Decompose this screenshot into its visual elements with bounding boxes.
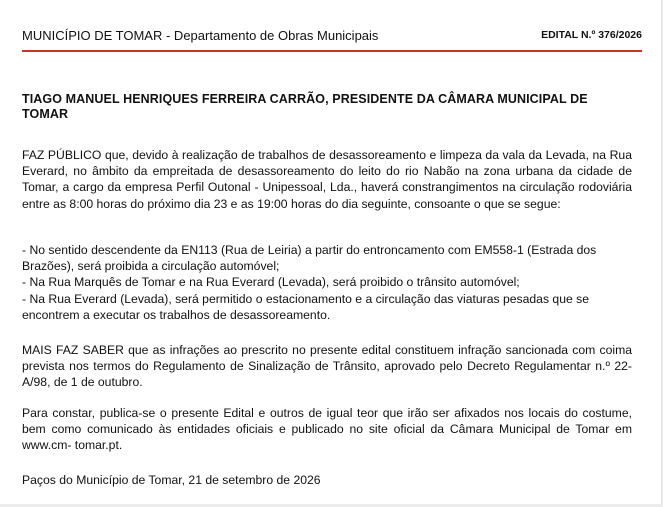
document-title: TIAGO MANUEL HENRIQUES FERREIRA CARRÃO, PRESIDENTE DA CÂMARA MUNICIPAL DE TOMAR bbox=[22, 92, 588, 121]
header-left bbox=[22, 28, 378, 43]
list-item: - Na Rua Marquês de Tomar e na Rua Everard (Levada), será proibido o trânsito automóvel; bbox=[22, 275, 520, 290]
paragraph-announcement: FAZ PÚBLICO que, devido à realização de trabalhos de desassoreamento e limpeza da vala da Levada, na Rua Everard, no âmbito da empreitada de desassoreamento do leito do rio Nabão na zona urbana da cidade de Tomar, a cargo da empresa Perfil Outonal - Unipessoal, Lda., haverá constrangimentos na circulação rodoviária entre as 8:00 horas do próximo dia 23 e as 19:00 horas do dia seguinte, consoante o que se segue: bbox=[22, 148, 632, 211]
municipality-name: MUNICÍPIO DE TOMAR bbox=[22, 28, 163, 43]
header-divider bbox=[22, 50, 642, 52]
restrictions-list bbox=[22, 242, 632, 323]
list-item: - Na Rua Everard (Levada), será permitido o estacionamento e a circulação das viaturas pesadas que se encontrem a executar os trabalhos de desassoreamento. bbox=[22, 291, 590, 322]
signoff-line: Paços do Município de Tomar, 21 de setembro de 2026 bbox=[22, 473, 321, 487]
edital-number: EDITAL N.º 376/2026 bbox=[541, 29, 642, 41]
document-header bbox=[22, 28, 642, 48]
paragraph-publication: Para constar, publica-se o presente Edital e outros de igual teor que irão ser afixados nos locais do costume, bem como comunicado às entidades oficiais e publicado no site oficial da Câmara Municipal de Tomar em www.cm- tomar.pt. bbox=[22, 406, 632, 453]
department-name: - Departamento de Obras Municipais bbox=[162, 28, 379, 43]
list-item: - No sentido descendente da EN113 (Rua de Leiria) a partir do entroncamento com EM558-1 (Estrada dos Brazões), será proibida a circulação automóvel; bbox=[22, 243, 597, 274]
paragraph-infractions: MAIS FAZ SABER que as infrações ao prescrito no presente edital constituem infração sancionada com coima prevista nos termos do Regulamento de Sinalização de Trânsito, aprovado pelo Decreto Regulamentar n.º 22- A/98, de 1 de outubro. bbox=[22, 343, 632, 390]
